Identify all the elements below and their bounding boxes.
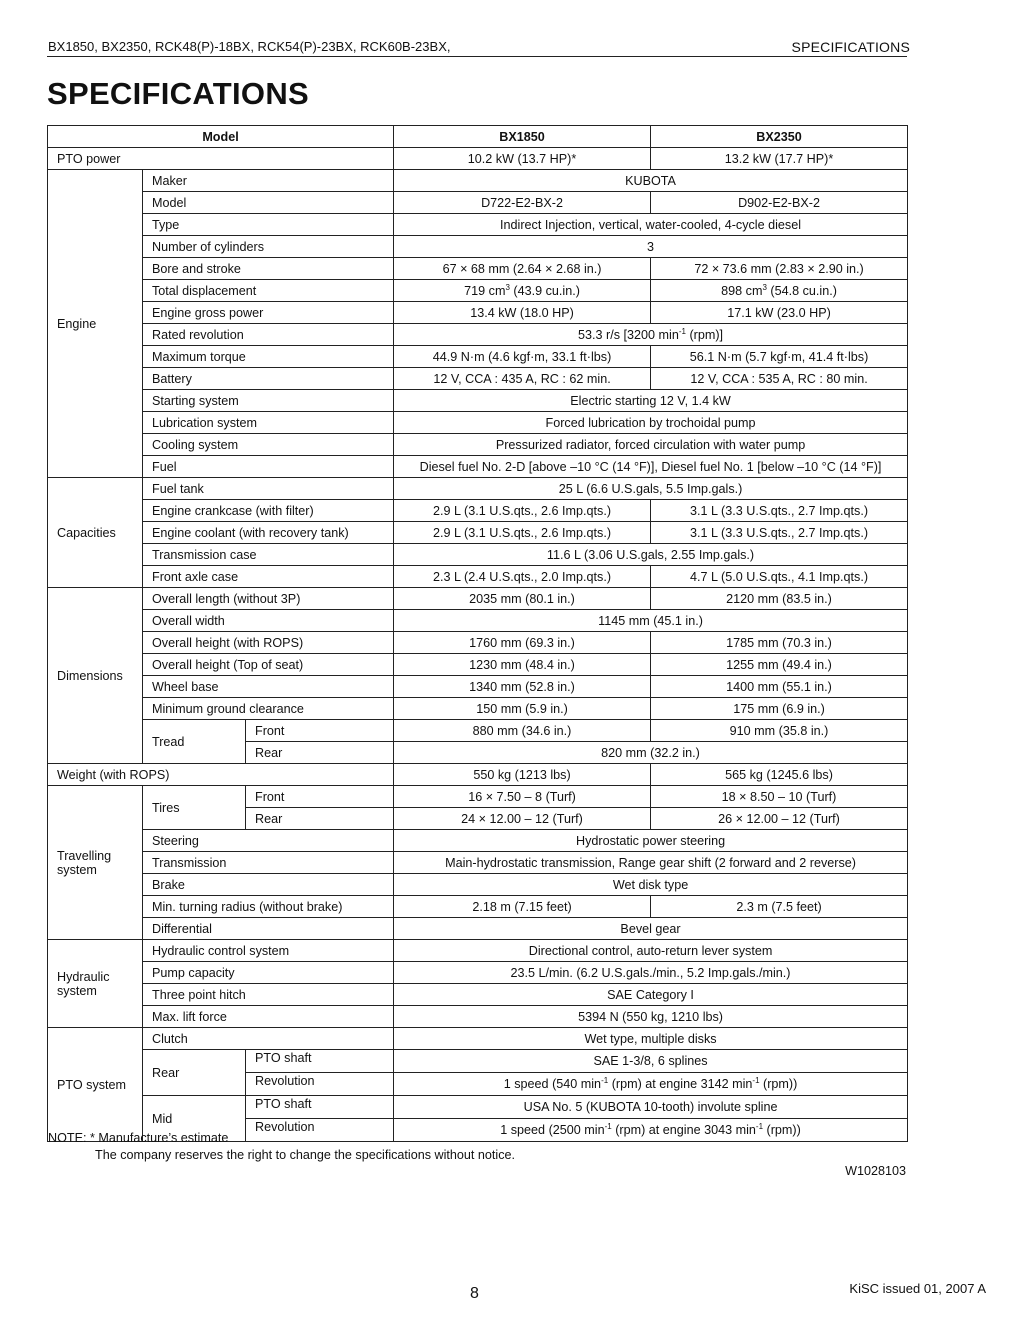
value-bx1850: 150 mm (5.9 in.)	[394, 698, 651, 720]
table-row	[48, 940, 908, 962]
sub-label: Revolution	[246, 1073, 394, 1096]
row-label: Engine crankcase (with filter)	[143, 500, 394, 522]
value-both: 820 mm (32.2 in.)	[394, 742, 908, 764]
value-both: Bevel gear	[394, 918, 908, 940]
value-both: 3	[394, 236, 908, 258]
superscript: 3	[505, 282, 510, 292]
sub-label: PTO shaft	[246, 1050, 394, 1073]
table-row	[48, 258, 908, 280]
value-bx1850: 550 kg (1213 lbs)	[394, 764, 651, 786]
value-bx2350: 12 V, CCA : 535 A, RC : 80 min.	[651, 368, 908, 390]
value-bx1850: 1340 mm (52.8 in.)	[394, 676, 651, 698]
value-bx2350: 910 mm (35.8 in.)	[651, 720, 908, 742]
value-bx2350: 2.3 m (7.5 feet)	[651, 896, 908, 918]
header-bx2350: BX2350	[651, 126, 908, 148]
row-label: Engine coolant (with recovery tank)	[143, 522, 394, 544]
row-label: Number of cylinders	[143, 236, 394, 258]
value-text: (rpm)]	[685, 327, 724, 342]
header-model: Model	[48, 126, 394, 148]
table-row	[48, 896, 908, 918]
value-text: (rpm) at engine 3142 min	[608, 1077, 753, 1091]
value-text: 1 speed (540 min	[503, 1077, 602, 1091]
table-row	[48, 126, 908, 148]
row-label: Total displacement	[143, 280, 394, 302]
table-row	[48, 720, 908, 742]
value-both: Electric starting 12 V, 1.4 kW	[394, 390, 908, 412]
header-rule	[47, 56, 907, 57]
value-bx2350: 3.1 L (3.3 U.S.qts., 2.7 Imp.qts.)	[651, 522, 908, 544]
value-text: (43.9 cu.in.)	[509, 283, 580, 298]
row-label: Type	[143, 214, 394, 236]
value-both: Forced lubrication by trochoidal pump	[394, 412, 908, 434]
row-label: Lubrication system	[143, 412, 394, 434]
value-both: Directional control, auto-return lever system	[394, 940, 908, 962]
value-text: 53.3 r/s [3200 min	[578, 327, 679, 342]
value-text: (rpm))	[763, 1123, 801, 1137]
specifications-table	[47, 125, 908, 1142]
value-bx1850: 44.9 N·m (4.6 kgf·m, 33.1 ft·lbs)	[394, 346, 651, 368]
row-label: Mid	[143, 1096, 246, 1142]
row-label: Starting system	[143, 390, 394, 412]
header-models: BX1850, BX2350, RCK48(P)-18BX, RCK54(P)-23BX, RCK60B-23BX,	[48, 39, 451, 54]
table-row	[48, 1050, 908, 1073]
table-row	[48, 1006, 908, 1028]
row-label: Transmission case	[143, 544, 394, 566]
row-label: Fuel tank	[143, 478, 394, 500]
value-bx2350: 2120 mm (83.5 in.)	[651, 588, 908, 610]
value-bx1850: 16 × 7.50 – 8 (Turf)	[394, 786, 651, 808]
value-bx2350: 56.1 N·m (5.7 kgf·m, 41.4 ft·lbs)	[651, 346, 908, 368]
value-bx2350: 72 × 73.6 mm (2.83 × 2.90 in.)	[651, 258, 908, 280]
table-row	[48, 148, 908, 170]
value-text: 898 cm	[721, 283, 763, 298]
value-both: Wet disk type	[394, 874, 908, 896]
row-label: Tread	[143, 720, 246, 764]
table-row	[48, 214, 908, 236]
row-label: Engine gross power	[143, 302, 394, 324]
value-text: (rpm) at engine 3043 min	[611, 1123, 756, 1137]
superscript: -1	[752, 1075, 760, 1085]
row-label: Overall height (Top of seat)	[143, 654, 394, 676]
superscript: -1	[604, 1121, 612, 1131]
superscript: -1	[755, 1121, 764, 1131]
value-bx1850: 2.9 L (3.1 U.S.qts., 2.6 Imp.qts.)	[394, 500, 651, 522]
sub-label: Rear	[246, 742, 394, 764]
table-row	[48, 192, 908, 214]
sub-label: Revolution	[246, 1119, 394, 1142]
value-both: USA No. 5 (KUBOTA 10-tooth) involute spline	[394, 1096, 908, 1119]
group-travelling: Travelling system	[48, 786, 143, 940]
row-label: Brake	[143, 874, 394, 896]
table-row	[48, 170, 908, 192]
superscript: -1	[601, 1075, 609, 1085]
row-label: Differential	[143, 918, 394, 940]
row-label: Bore and stroke	[143, 258, 394, 280]
table-row	[48, 412, 908, 434]
group-capacities: Capacities	[48, 478, 143, 588]
row-label: Max. lift force	[143, 1006, 394, 1028]
value-text: 719 cm	[464, 283, 506, 298]
table-row	[48, 852, 908, 874]
header-section: SPECIFICATIONS	[791, 39, 910, 55]
row-label: Maximum torque	[143, 346, 394, 368]
value-both	[394, 1119, 908, 1142]
value-bx1850: 10.2 kW (13.7 HP)*	[394, 148, 651, 170]
table-row	[48, 324, 908, 346]
row-label: Rear	[143, 1050, 246, 1096]
table-row	[48, 280, 908, 302]
value-both: 5394 N (550 kg, 1210 lbs)	[394, 1006, 908, 1028]
table-row	[48, 610, 908, 632]
table-row	[48, 478, 908, 500]
group-hydraulic: Hydraulic system	[48, 940, 143, 1028]
value-bx1850: 880 mm (34.6 in.)	[394, 720, 651, 742]
row-label: Tires	[143, 786, 246, 830]
value-bx2350: 1255 mm (49.4 in.)	[651, 654, 908, 676]
value-bx2350: 4.7 L (5.0 U.S.qts., 4.1 Imp.qts.)	[651, 566, 908, 588]
superscript: 3	[762, 282, 767, 292]
value-both: KUBOTA	[394, 170, 908, 192]
value-bx1850: 12 V, CCA : 435 A, RC : 62 min.	[394, 368, 651, 390]
row-label: Hydraulic control system	[143, 940, 394, 962]
table-row	[48, 918, 908, 940]
group-pto-system: PTO system	[48, 1028, 143, 1142]
value-both: Hydrostatic power steering	[394, 830, 908, 852]
table-row	[48, 522, 908, 544]
value-both	[394, 1073, 908, 1096]
row-label: Overall height (with ROPS)	[143, 632, 394, 654]
value-text: (rpm))	[759, 1077, 798, 1091]
value-both	[394, 324, 908, 346]
value-bx2350	[651, 280, 908, 302]
table-row	[48, 566, 908, 588]
row-label: Front axle case	[143, 566, 394, 588]
row-label: Clutch	[143, 1028, 394, 1050]
row-label: Min. turning radius (without brake)	[143, 896, 394, 918]
table-row	[48, 962, 908, 984]
value-bx1850	[394, 280, 651, 302]
row-label: Rated revolution	[143, 324, 394, 346]
group-dimensions: Dimensions	[48, 588, 143, 764]
table-row	[48, 456, 908, 478]
table-row	[48, 434, 908, 456]
value-bx1850: 2.3 L (2.4 U.S.qts., 2.0 Imp.qts.)	[394, 566, 651, 588]
value-both: Pressurized radiator, forced circulation with water pump	[394, 434, 908, 456]
value-bx1850: 1230 mm (48.4 in.)	[394, 654, 651, 676]
sub-label: PTO shaft	[246, 1096, 394, 1119]
page-number: 8	[470, 1285, 479, 1302]
note-line-1: NOTE: * Manufacture’s estimate	[48, 1131, 229, 1145]
row-label: Weight (with ROPS)	[48, 764, 394, 786]
value-bx2350: 175 mm (6.9 in.)	[651, 698, 908, 720]
table-row	[48, 236, 908, 258]
value-bx1850: 2035 mm (80.1 in.)	[394, 588, 651, 610]
value-bx2350: 3.1 L (3.3 U.S.qts., 2.7 Imp.qts.)	[651, 500, 908, 522]
value-both: Wet type, multiple disks	[394, 1028, 908, 1050]
value-bx1850: 1760 mm (69.3 in.)	[394, 632, 651, 654]
table-row	[48, 632, 908, 654]
table-row	[48, 544, 908, 566]
sub-label: Front	[246, 720, 394, 742]
table-row	[48, 874, 908, 896]
row-label: PTO power	[48, 148, 394, 170]
row-label: Model	[143, 192, 394, 214]
value-both: Diesel fuel No. 2-D [above –10 °C (14 °F)], Diesel fuel No. 1 [below –10 °C (14 °F)]	[394, 456, 908, 478]
table-row	[48, 1096, 908, 1119]
value-bx1850: D722-E2-BX-2	[394, 192, 651, 214]
value-bx2350: 1785 mm (70.3 in.)	[651, 632, 908, 654]
value-both: 23.5 L/min. (6.2 U.S.gals./min., 5.2 Imp.gals./min.)	[394, 962, 908, 984]
value-bx1850: 13.4 kW (18.0 HP)	[394, 302, 651, 324]
value-bx1850: 2.18 m (7.15 feet)	[394, 896, 651, 918]
table-row	[48, 786, 908, 808]
table-row	[48, 654, 908, 676]
value-bx2350: 18 × 8.50 – 10 (Turf)	[651, 786, 908, 808]
row-label: Battery	[143, 368, 394, 390]
row-label: Overall length (without 3P)	[143, 588, 394, 610]
row-label: Pump capacity	[143, 962, 394, 984]
group-engine: Engine	[48, 170, 143, 478]
row-label: Maker	[143, 170, 394, 192]
value-both: Indirect Injection, vertical, water-cooled, 4-cycle diesel	[394, 214, 908, 236]
table-row	[48, 346, 908, 368]
row-label: Minimum ground clearance	[143, 698, 394, 720]
value-both: 25 L (6.6 U.S.gals, 5.5 Imp.gals.)	[394, 478, 908, 500]
sub-label: Front	[246, 786, 394, 808]
table-row	[48, 676, 908, 698]
sub-label: Rear	[246, 808, 394, 830]
value-both: 11.6 L (3.06 U.S.gals, 2.55 Imp.gals.)	[394, 544, 908, 566]
table-row	[48, 368, 908, 390]
value-bx2350: 13.2 kW (17.7 HP)*	[651, 148, 908, 170]
document-code: W1028103	[845, 1164, 906, 1178]
issued-label: KiSC issued 01, 2007 A	[849, 1281, 986, 1296]
table-row	[48, 830, 908, 852]
row-label: Fuel	[143, 456, 394, 478]
table-row	[48, 698, 908, 720]
table-row	[48, 302, 908, 324]
value-both: 1145 mm (45.1 in.)	[394, 610, 908, 632]
value-text: 1 speed (2500 min	[500, 1123, 605, 1137]
row-label: Overall width	[143, 610, 394, 632]
superscript: -1	[678, 326, 686, 336]
table-row	[48, 588, 908, 610]
table-row	[48, 1028, 908, 1050]
value-text: (54.8 cu.in.)	[766, 283, 837, 298]
value-bx2350: 1400 mm (55.1 in.)	[651, 676, 908, 698]
row-label: Cooling system	[143, 434, 394, 456]
note-line-2: The company reserves the right to change the specifications without notice.	[95, 1148, 516, 1162]
table-row	[48, 500, 908, 522]
row-label: Transmission	[143, 852, 394, 874]
value-both: SAE 1-3/8, 6 splines	[394, 1050, 908, 1073]
value-both: Main-hydrostatic transmission, Range gear shift (2 forward and 2 reverse)	[394, 852, 908, 874]
header-bx1850: BX1850	[394, 126, 651, 148]
row-label: Wheel base	[143, 676, 394, 698]
value-bx1850: 24 × 12.00 – 12 (Turf)	[394, 808, 651, 830]
table-row	[48, 984, 908, 1006]
value-bx2350: 17.1 kW (23.0 HP)	[651, 302, 908, 324]
value-bx1850: 67 × 68 mm (2.64 × 2.68 in.)	[394, 258, 651, 280]
value-bx1850: 2.9 L (3.1 U.S.qts., 2.6 Imp.qts.)	[394, 522, 651, 544]
table-row	[48, 764, 908, 786]
value-bx2350: D902-E2-BX-2	[651, 192, 908, 214]
table-row	[48, 390, 908, 412]
value-bx2350: 26 × 12.00 – 12 (Turf)	[651, 808, 908, 830]
row-label: Three point hitch	[143, 984, 394, 1006]
value-bx2350: 565 kg (1245.6 lbs)	[651, 764, 908, 786]
page-title: SPECIFICATIONS	[47, 76, 309, 111]
value-both: SAE Category I	[394, 984, 908, 1006]
row-label: Steering	[143, 830, 394, 852]
